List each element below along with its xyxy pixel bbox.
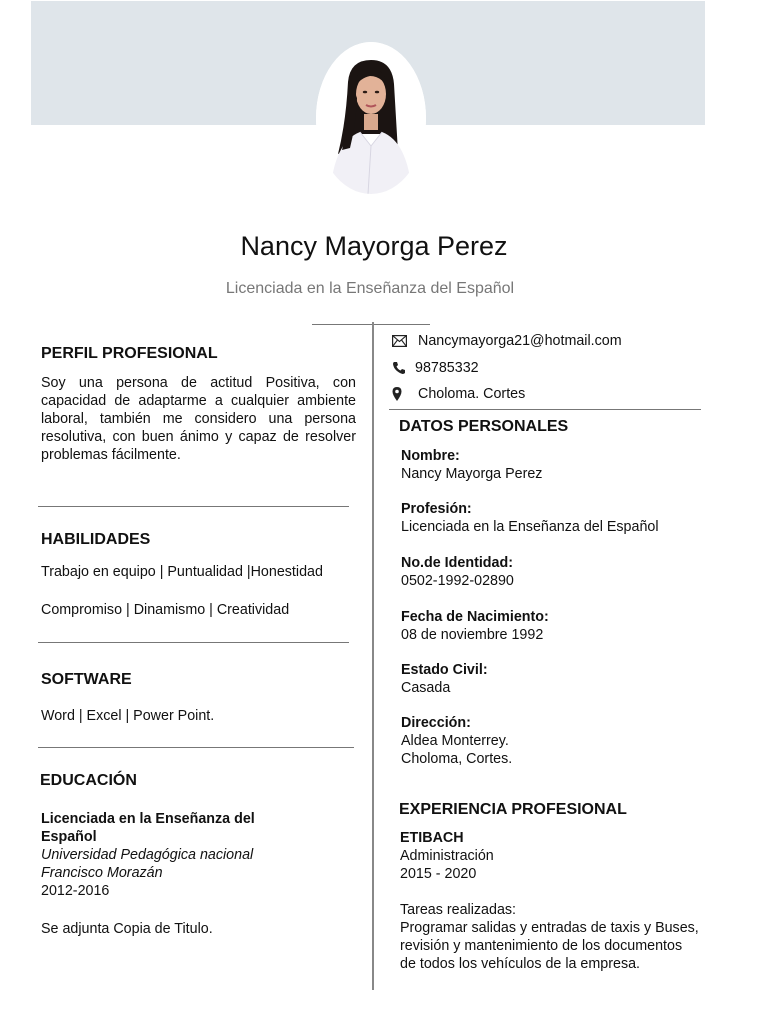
university-line-1: Universidad Pedagógica nacional: [41, 847, 254, 863]
task-line-3: de todos los vehículos de la empresa.: [400, 956, 641, 972]
perfil-heading: PERFIL PROFESIONAL: [41, 345, 218, 362]
company-years: 2015 - 2020: [400, 866, 477, 882]
profile-photo: [316, 42, 426, 194]
degree-line-1: Licenciada en la Enseñanza del: [41, 811, 255, 827]
phone-text: 98785332: [415, 360, 479, 376]
candidate-name: Nancy Mayorga Perez: [240, 231, 508, 261]
university-line-2: Francisco Morazán: [41, 865, 163, 881]
task-line-1: Programar salidas y entradas de taxis y Buses,: [400, 920, 699, 936]
email-text: Nancymayorga21@hotmail.com: [418, 333, 622, 349]
education-note: Se adjunta Copia de Titulo.: [41, 921, 213, 937]
contact-divider: [389, 409, 701, 410]
education-years: 2012-2016: [41, 883, 110, 899]
contact-phone: [392, 359, 479, 377]
perfil-text: Soy una persona de actitud Positiva, con capacidad de adaptarme a cualquier ambiente laboral, también me considero una persona resolutiva, con buen ánimo y capaz de resolver problemas fácilmente.: [41, 375, 356, 463]
map-pin-icon: [392, 385, 410, 403]
field-direccion: Dirección: Aldea Monterrey. Choloma, Cortes.: [401, 715, 513, 767]
location-text: Choloma. Cortes: [418, 386, 526, 402]
habilidades-divider: [38, 642, 349, 643]
tasks-label: Tareas realizadas:: [400, 902, 517, 918]
field-profesion: Profesión: Licenciada en la Enseñanza del Español: [401, 501, 659, 535]
column-divider: [372, 322, 374, 990]
task-line-2: revisión y mantenimiento de los documentos: [400, 938, 683, 954]
software-line: Word | Excel | Power Point.: [41, 708, 215, 724]
candidate-subtitle: Licenciada en la Enseñanza del Español: [225, 280, 515, 297]
habilidades-heading: HABILIDADES: [41, 531, 151, 548]
top-center-rule: [312, 324, 430, 325]
field-identidad: No.de Identidad: 0502-1992-02890: [401, 555, 514, 589]
degree-line-2: Español: [41, 829, 97, 845]
field-estado-civil: Estado Civil: Casada: [401, 662, 488, 696]
software-heading: SOFTWARE: [41, 671, 132, 688]
experiencia-block: [400, 829, 730, 973]
company-role: Administración: [400, 848, 494, 864]
envelope-icon: [392, 332, 410, 350]
educacion-heading: EDUCACIÓN: [40, 772, 137, 789]
company-name: ETIBACH: [400, 830, 464, 846]
phone-icon: [392, 359, 408, 377]
educacion-block: [41, 810, 341, 938]
field-nombre: Nombre: Nancy Mayorga Perez: [401, 448, 543, 482]
habilidades-line-1: Trabajo en equipo | Puntualidad |Honestidad: [41, 564, 323, 580]
datos-heading: DATOS PERSONALES: [399, 418, 569, 435]
software-divider: [38, 747, 354, 748]
contact-email: [392, 332, 622, 350]
contact-location: [392, 385, 525, 403]
perfil-divider: [38, 506, 349, 507]
habilidades-line-2: Compromiso | Dinamismo | Creatividad: [41, 602, 290, 618]
field-nacimiento: Fecha de Nacimiento: 08 de noviembre 1992: [401, 609, 549, 643]
experiencia-heading: EXPERIENCIA PROFESIONAL: [399, 801, 627, 818]
